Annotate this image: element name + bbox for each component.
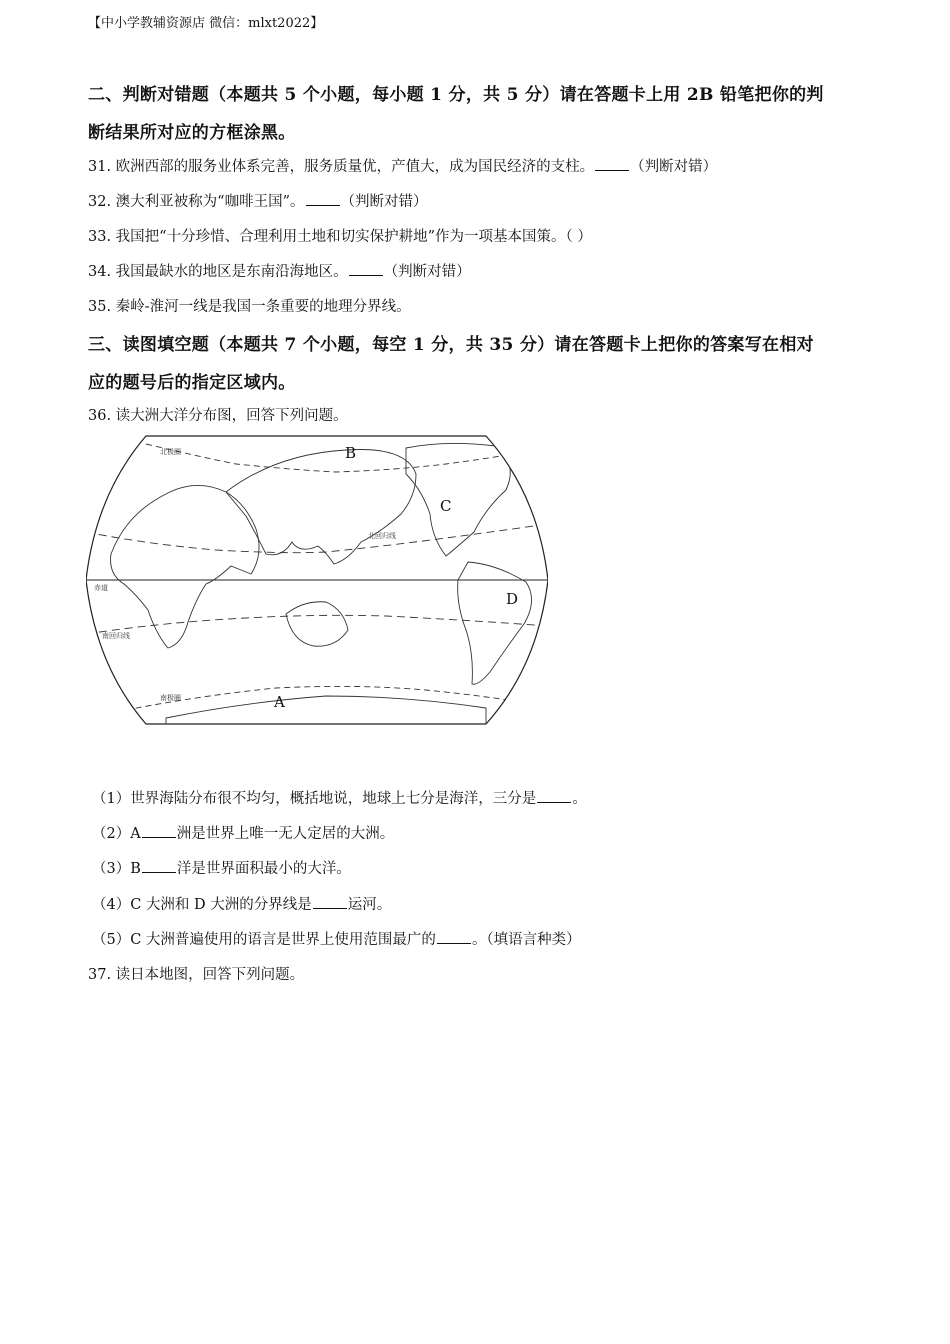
answer-blank[interactable] (437, 942, 471, 944)
map-label-a: A (274, 693, 285, 711)
section-3-heading-line1: 三、读图填空题（本题共 7 个小题，每空 1 分，共 35 分）请在答题卡上把你的答案写在相对 (88, 335, 814, 355)
map-label-arctic: 北极圈 (160, 448, 181, 456)
map-label-cancer: 北回归线 (368, 532, 396, 540)
q36-sub-3: （3）B 洋是世界面积最小的大洋。 (92, 861, 351, 877)
question-37: 37. 读日本地图，回答下列问题。 (88, 967, 305, 983)
answer-blank[interactable] (349, 274, 383, 276)
q36-sub-2: （2）A 洲是世界上唯一无人定居的大洲。 (92, 826, 395, 842)
question-36: 36. 读大洲大洋分布图，回答下列问题。 (88, 408, 348, 424)
section-2-heading-line2: 断结果所对应的方框涂黑。 (88, 123, 296, 143)
map-label-capricorn: 南回归线 (102, 632, 130, 640)
question-33: 33. 我国把“十分珍惜、合理利用土地和切实保护耕地”作为一项基本国策。（ ） (88, 229, 592, 245)
question-32: 32. 澳大利亚被称为“咖啡王国”。 （判断对错） (88, 194, 428, 210)
answer-blank[interactable] (313, 907, 347, 909)
q36-sub-1: （1）世界海陆分布很不均匀，概括地说，地球上七分是海洋，三分是 。 (92, 791, 587, 807)
section-3-heading-line2: 应的题号后的指定区域内。 (88, 373, 296, 393)
map-label-d: D (506, 590, 519, 608)
map-label-b: B (345, 444, 357, 462)
question-31: 31. 欧洲西部的服务业体系完善，服务质量优，产值大，成为国民经济的支柱。 （判断对错） (88, 159, 718, 175)
answer-blank[interactable] (142, 836, 176, 838)
answer-blank[interactable] (595, 169, 629, 171)
map-label-equator: 赤道 (94, 584, 108, 592)
answer-blank[interactable] (537, 801, 571, 803)
answer-blank[interactable] (142, 871, 176, 873)
world-map (86, 434, 548, 726)
q36-sub-5: （5）C 大洲普遍使用的语言是世界上使用范围最广的 。（填语言种类） (92, 932, 581, 948)
page-header: 【中小学教辅资源店 微信：mlxt2022】 (88, 16, 324, 31)
question-34: 34. 我国最缺水的地区是东南沿海地区。 （判断对错） (88, 264, 471, 280)
section-2-heading-line1: 二、判断对错题（本题共 5 个小题，每小题 1 分，共 5 分）请在答题卡上用 2B 铅笔把你的判 (88, 85, 824, 105)
q36-sub-4: （4）C 大洲和 D 大洲的分界线是 运河。 (92, 897, 392, 913)
answer-blank[interactable] (306, 204, 340, 206)
question-35: 35. 秦岭-淮河一线是我国一条重要的地理分界线。 (88, 299, 411, 315)
map-label-antarctic: 南极圈 (160, 694, 181, 702)
map-label-c: C (440, 497, 452, 515)
